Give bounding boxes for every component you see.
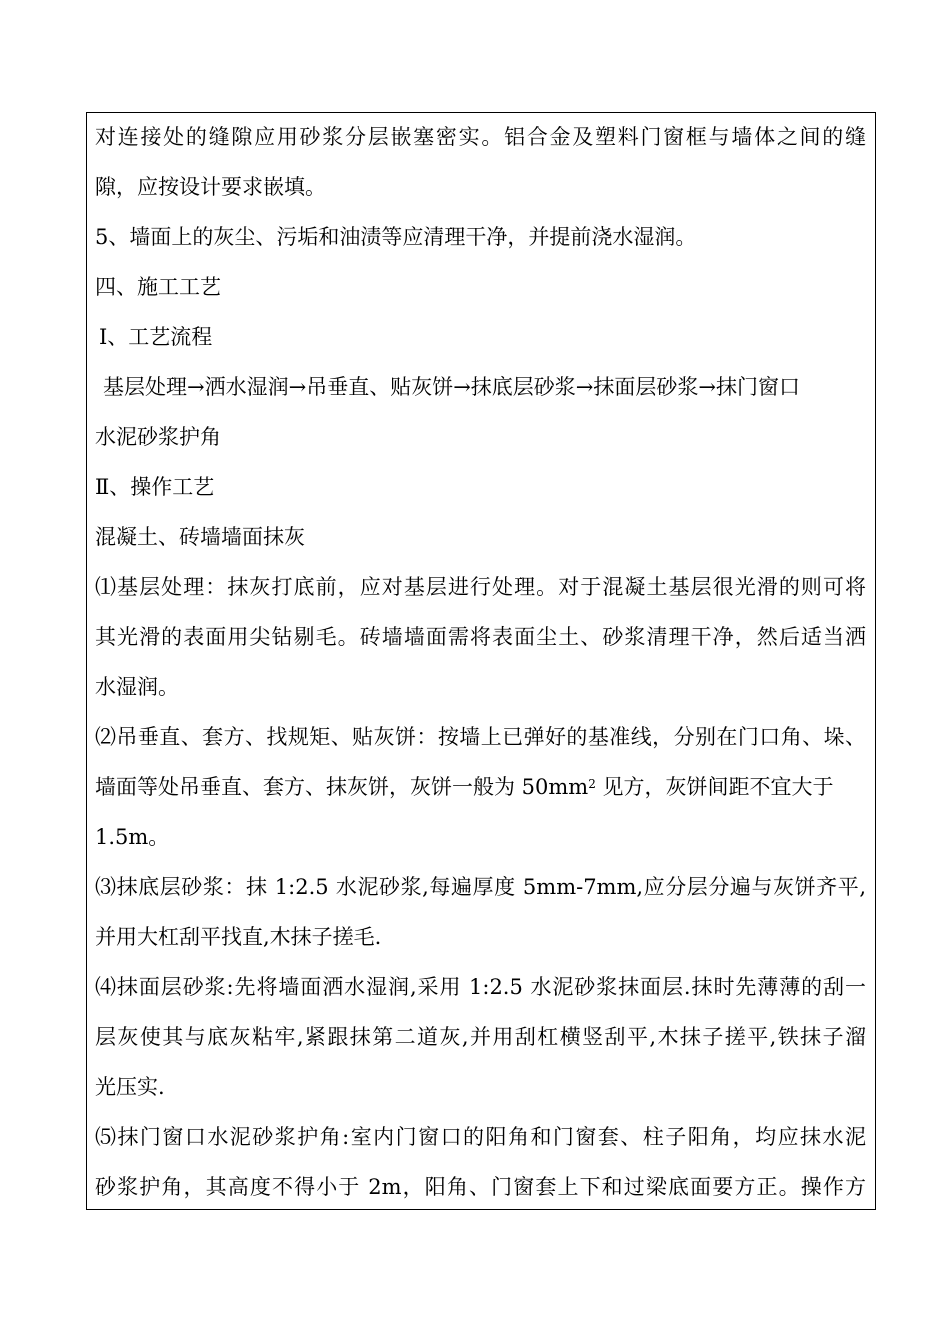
section-heading-4: 四、施工工艺	[95, 275, 221, 299]
step-2-line-2	[95, 774, 866, 800]
step-4-line-2: 层灰使其与底灰粘牢,紧跟抹第二道灰,并用刮杠横竖刮平,木抹子搓平,铁抹子溜	[95, 1025, 866, 1049]
subheading-process-flow: Ⅰ、工艺流程	[99, 325, 213, 349]
step-3-line-2: 并用大杠刮平找直,木抹子搓毛.	[95, 925, 382, 949]
step-2-line-1: ⑵吊垂直、套方、找规矩、贴灰饼：按墙上已弹好的基准线，分别在门口角、垛、	[95, 725, 866, 749]
step-2-line-3: 1.5m。	[95, 825, 170, 849]
step-2-line-2-part-b: 见方，灰饼间距不宜大于	[595, 775, 834, 799]
process-flow-line-1: 基层处理→洒水湿润→吊垂直、贴灰饼→抹底层砂浆→抹面层砂浆→抹门窗口	[103, 375, 800, 399]
step-5-line-1: ⑸抹门窗口水泥砂浆护角:室内门窗口的阳角和门窗套、柱子阳角，均应抹水泥	[95, 1125, 866, 1149]
step-2-line-2-part-a: 墙面等处吊垂直、套方、抹灰饼，灰饼一般为 50mm	[95, 775, 589, 799]
text-line-1: 对连接处的缝隙应用砂浆分层嵌塞密实。铝合金及塑料门窗框与墙体之间的缝	[95, 125, 866, 149]
text-line-3: 5、墙面上的灰尘、污垢和油渍等应清理干净，并提前浇水湿润。	[95, 225, 697, 249]
superscript-2: 2	[588, 777, 596, 791]
process-flow-line-2: 水泥砂浆护角	[95, 425, 221, 449]
step-1-line-1: ⑴基层处理：抹灰打底前，应对基层进行处理。对于混凝土基层很光滑的则可将	[95, 575, 866, 599]
subheading-operation: Ⅱ、操作工艺	[95, 475, 215, 499]
text-line-2: 隙，应按设计要求嵌填。	[95, 175, 326, 199]
topic-plastering: 混凝土、砖墙墙面抹灰	[95, 525, 305, 549]
step-3-line-1: ⑶抹底层砂浆：抹 1:2.5 水泥砂浆,每遍厚度 5mm-7mm,应分层分遍与灰饼齐平,	[95, 875, 866, 899]
document-frame	[86, 112, 876, 1210]
step-1-line-2: 其光滑的表面用尖钻剔毛。砖墙墙面需将表面尘土、砂浆清理干净，然后适当洒	[95, 625, 866, 649]
step-4-line-3: 光压实.	[95, 1075, 165, 1099]
step-4-line-1: ⑷抹面层砂浆:先将墙面洒水湿润,采用 1:2.5 水泥砂浆抹面层.抹时先薄薄的刮一	[95, 975, 866, 999]
step-5-line-2: 砂浆护角，其高度不得小于 2m，阳角、门窗套上下和过梁底面要方正。操作方	[95, 1175, 866, 1199]
step-1-line-3: 水湿润。	[95, 675, 179, 699]
